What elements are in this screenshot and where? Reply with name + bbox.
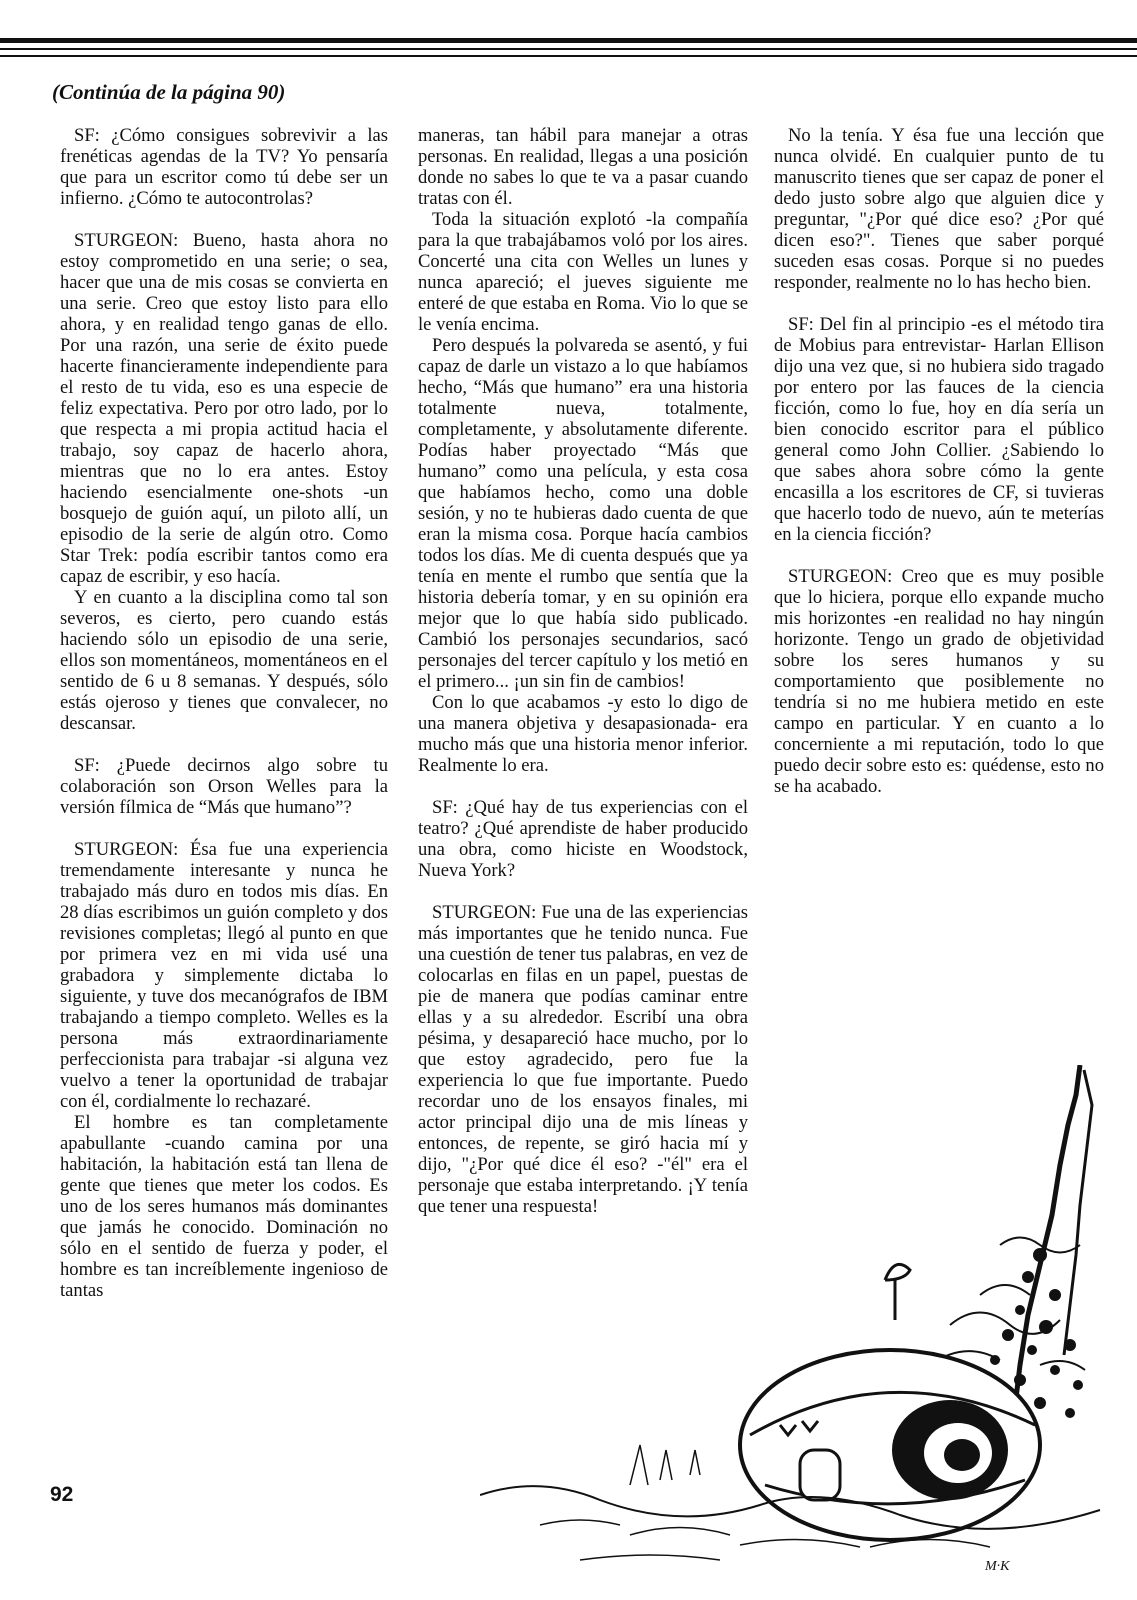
paragraph: Pero después la polvareda se asentó, y fui capaz de darle un vistazo a lo que habíamos hecho, “Más que humano” era una historia totalmente nueva, totalmente, completamente, y absolutamente diferente. Podías haber proyectado “Más que humano” como una película, y esta cosa que habíamos hecho, como una doble sesión, y no te hubieras dado cuenta de que eran la misma cosa. Porque hacía cambios todos los días. Me di cuenta después que ya tenía en mente el rumbo que sentía que la historia debería tomar, y en su opinión era mejor que lo que había sido publicado. Cambió los personajes secundarios, sacó personajes del tercer capítulo y los metió en el primero... ¡un sin fin de cambios! [418, 335, 748, 692]
crashed-pod-illustration [480, 1065, 1120, 1585]
header-rule-thick [0, 38, 1137, 43]
paragraph: SF: Del fin al principio -es el método tira de Mobius para entrevistar- Harlan Ellison dijo una vez que, si no hubiera sido tragado por entero por las fauces de la ciencia ficción, como lo fue, hoy en día sería un bien conocido escritor para el público general como John Collier. ¿Sabiendo lo que sabes ahora sobre cómo la gente encasilla a los escritores de CF, si tuvieras que hacerlo todo de nuevo, aún te meterías en la ciencia ficción? [774, 314, 1104, 545]
header-rule-thin [0, 48, 1137, 50]
continuation-note: (Continúa de la página 90) [52, 80, 286, 104]
paragraph: Con lo que acabamos -y esto lo digo de una manera objetiva y desapasionada- era mucho más que una historia menor inferior. Realmente lo era. [418, 692, 748, 776]
paragraph: maneras, tan hábil para manejar a otras personas. En realidad, llegas a una posición donde no sabes lo que te va a pasar cuando tratas con él. [418, 125, 748, 209]
text-column-2 [418, 125, 748, 1217]
paragraph: No la tenía. Y ésa fue una lección que nunca olvidé. En cualquier punto de tu manuscrito tienes que ser capaz de poner el dedo justo sobre algo que alguien dice y preguntar, "¿Por qué dice eso? ¿Por qué dicen eso?". Tienes que saber porqué suceden esas cosas. Porque si no puedes responder, realmente no lo has hecho bien. [774, 125, 1104, 293]
paragraph: STURGEON: Fue una de las experiencias más importantes que he tenido nunca. Fue una cuestión de tener tus palabras, en vez de colocarlas en filas en un papel, puestas de pie de manera que podías caminar entre ellas y a su alrededor. Escribí una obra pésima, y desapareció hace mucho, por lo que estoy agradecido, pero fue la experiencia lo que fue importante. Puedo recordar uno de los ensayos finales, mi actor principal dijo una de mis líneas y entonces, de repente, se giró hacia mí y dijo, "¿Por qué dice él eso? -"él" era el personaje que estaba interpretando. ¡Y tenía que tener una respuesta! [418, 902, 748, 1217]
paragraph: SF: ¿Puede decirnos algo sobre tu colaboración son Orson Welles para la versión fílmica de “Más que humano”? [60, 755, 388, 818]
text-column-1 [60, 125, 388, 1301]
paragraph: El hombre es tan completamente apabullante -cuando camina por una habitación, la habitación está tan llena de gente que tienes que meter los codos. Es uno de los seres humanos más dominantes que jamás he conocido. Dominación no sólo en el sentido de fuerza y poder, el hombre es tan increíblemente ingenioso de tantas [60, 1112, 388, 1301]
paragraph: Toda la situación explotó -la compañía para la que trabajábamos voló por los aires. Concerté una cita con Welles un lunes y nunca apareció; el jueves siguiente me enteré de que estaba en Roma. Vio lo que se le venía encima. [418, 209, 748, 335]
header-rule-thin-2 [0, 55, 1137, 57]
paragraph: STURGEON: Ésa fue una experiencia tremendamente interesante y nunca he trabajado más duro en todos mis días. En 28 días escribimos un guión completo y dos revisiones completas; llegó al punto en que por primera vez en mi vida usé una grabadora y simplemente dictaba lo siguiente, y tuve dos mecanógrafos de IBM trabajando a tiempo completo. Welles es la persona más extraordinariamente perfeccionista para trabajar -si alguna vez vuelvo a tener la oportunidad de trabajar con él, cordialmente lo rechazaré. [60, 839, 388, 1112]
paragraph: SF: ¿Cómo consigues sobrevivir a las frenéticas agendas de la TV? Yo pensaría que para un escritor como tú debe ser un infierno. ¿Cómo te autocontrolas? [60, 125, 388, 209]
paragraph: SF: ¿Qué hay de tus experiencias con el teatro? ¿Qué aprendiste de haber producido una obra, como hiciste en Woodstock, Nueva York? [418, 797, 748, 881]
text-column-3 [774, 125, 1104, 797]
paragraph: Y en cuanto a la disciplina como tal son severos, es cierto, pero cuando estás haciendo sólo un episodio de una serie, ellos son momentáneos, momentáneos en el sentido de 6 u 8 semanas. Y después, sólo estás ojeroso y tienes que convalecer, no descansar. [60, 587, 388, 734]
paragraph: STURGEON: Creo que es muy posible que lo hiciera, porque ello expande mucho mis horizontes -en realidad no hay ningún horizonte. Tengo un grado de objetividad sobre los seres humanos y su comportamiento que posiblemente no tendría si no me hubiera metido en este campo en particular. Y en cuanto a lo concerniente a mi reputación, todo lo que puedo decir sobre esto es: quédense, esto no se ha acabado. [774, 566, 1104, 797]
page-number: 92 [50, 1483, 74, 1506]
svg-text:M·K: M·K [985, 1559, 1010, 1574]
paragraph: STURGEON: Bueno, hasta ahora no estoy comprometido en una serie; o sea, hacer que una de mis cosas se convierta en una serie. Creo que estoy listo para ello ahora, y en realidad tengo ganas de ello. Por una razón, una serie de éxito puede hacerte financieramente independiente para el resto de tu vida, eso es una especie de feliz expectativa. Pero por otro lado, por lo que respecta a mi propia actitud hacia el trabajo, soy capaz de hacerlo ahora, mientras que no lo era antes. Estoy haciendo esencialmente one-shots -un bosquejo de guión aquí, un piloto allí, un episodio de la serie de algún otro. Como Star Trek: podía escribir tantos como era capaz de escribir, y eso hacía. [60, 230, 388, 587]
